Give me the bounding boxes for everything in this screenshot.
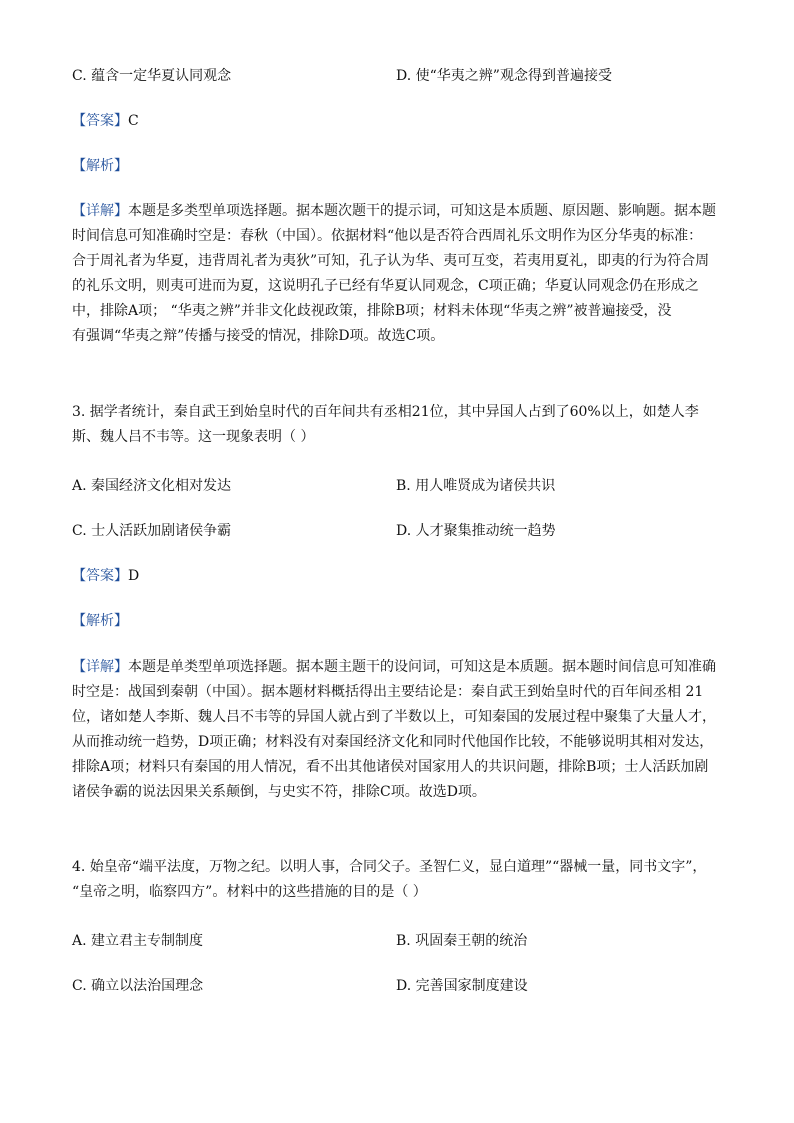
q4-option-c: C. 确立以法治国理念 [72,978,204,994]
q2-analysis-heading [72,157,128,175]
q2-detail-label: 【详解】 [72,203,128,219]
q2-option-d: D. 使“华夷之辨”观念得到普遍接受 [396,68,612,84]
q3-answer-value: D [128,568,140,584]
q3-options-row-ab [72,477,722,495]
q3-answer-label: 【答案】 [72,568,128,584]
q4-option-a: A. 建立君主专制制度 [72,933,204,949]
q2-analysis-label: 【解析】 [72,158,128,174]
q2-detail-line: 中，排除A项； “华夷之辨”并非文化歧视政策，排除B项；材料未体现“华夷之辨”被普遍接受，没 [72,303,672,319]
q3-detail-line: 从而推动统一趋势，D项正确；材料没有对秦国经济文化和同时代他国作比较，不能够说明其相对发达， [72,734,714,750]
q4-stem [72,855,722,905]
q2-detail-line: 合于周礼者为华夏，违背周礼者为夷狄”可知，孔子认为华、夷可互变，若夷用夏礼，即夷的行为符合周 [72,253,710,269]
q2-options-row-cd [72,67,722,85]
q2-answer-label: 【答案】 [72,113,128,129]
q2-detail-line [72,199,722,224]
q3-detail-label: 【详解】 [72,659,128,675]
q3-stem [72,400,722,450]
q3-stem-line: 斯、魏人吕不韦等。这一现象表明（ ） [72,429,315,445]
q3-analysis-label: 【解析】 [72,613,128,629]
q3-detail-line [72,655,722,680]
q3-detail-line: 时空是：战国到秦朝（中国）。据本题材料概括得出主要结论是：秦自武王到始皇时代的百年间丞相 21 [72,684,704,700]
q2-answer [72,112,139,130]
q4-stem-line: 4. 始皇帝“端平法度，万物之纪。以明人事，合同父子。圣智仁义，显白道理”“器械一量，同书文字”， [72,859,707,875]
q2-option-c: C. 蕴含一定华夏认同观念 [72,68,232,84]
q3-detail-line: 排除A项；材料只有秦国的用人情况，看不出其他诸侯对国家用人的共识问题，排除B项；士人活跃加剧 [72,759,709,775]
q4-option-d: D. 完善国家制度建设 [396,978,528,994]
q3-option-b: B. 用人唯贤成为诸侯共识 [396,478,556,494]
q4-options-row-cd [72,977,722,995]
q2-detail-line-text: 本题是多类型单项选择题。据本题次题干的提示词，可知这是本质题、原因题、影响题。据本题 [128,203,716,219]
q2-detail-line: 有强调“华夷之辩”传播与接受的情况，排除D项。故选C项。 [72,328,445,344]
q4-options-row-ab [72,932,722,950]
q3-analysis-heading [72,612,128,630]
q3-option-c: C. 士人活跃加剧诸侯争霸 [72,523,232,539]
q2-detail-paragraph [72,199,722,349]
q4-stem-line: “皇帝之明，临察四方”。材料中的这些措施的目的是（ ） [72,884,427,900]
q3-option-a: A. 秦国经济文化相对发达 [72,478,232,494]
q2-answer-value: C [128,113,139,129]
q3-stem-line: 3. 据学者统计，秦自武王到始皇时代的百年间共有丞相21位，其中异国人占到了60%以上，如楚人李 [72,404,699,420]
q2-detail-line: 时间信息可知准确时空是：春秋（中国）。依据材料“他以是否符合西周礼乐文明作为区分华夷的标准： [72,228,703,244]
q3-answer [72,567,139,585]
q3-detail-line-text: 本题是单类型单项选择题。据本题主题干的设问词，可知这是本质题。据本题时间信息可知准确 [128,659,716,675]
q3-detail-line: 位，诸如楚人李斯、魏人吕不韦等的异国人就占到了半数以上，可知秦国的发展过程中聚集了大量人才， [72,709,716,725]
q3-options-row-cd [72,522,722,540]
q4-option-b: B. 巩固秦王朝的统治 [396,933,528,949]
q3-detail-line: 诸侯争霸的说法因果关系颠倒，与史实不符，排除C项。故选D项。 [72,784,486,800]
q2-detail-line: 的礼乐文明，则夷可进而为夏，这说明孔子已经有华夏认同观念，C项正确；华夏认同观念仍在形成之 [72,278,699,294]
q3-option-d: D. 人才聚集推动统一趋势 [396,523,556,539]
q3-detail-paragraph [72,655,722,805]
